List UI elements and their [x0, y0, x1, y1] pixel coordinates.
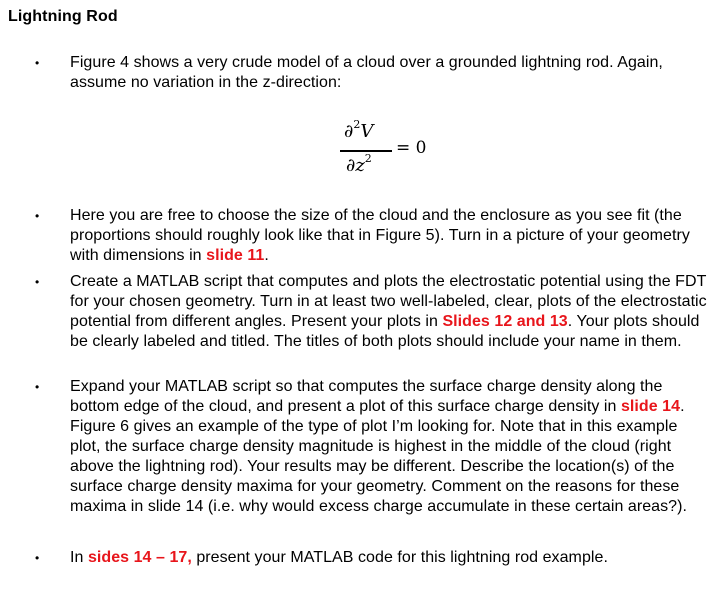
- bullet-text-segment: . Your plots should be clearly labeled and titled. The titles of both plots should include your name in them.: [70, 313, 700, 350]
- bullet-marker: •: [35, 380, 40, 394]
- bullet-marker: •: [35, 275, 40, 289]
- bullet-text-segment: Expand your MATLAB script so that computes the surface charge density along the bottom edge of the cloud, and present a plot of this surface charge density in: [70, 378, 663, 415]
- bullet-marker: •: [35, 209, 40, 223]
- bullet-marker: •: [35, 551, 40, 565]
- equation-denominator: $\partial z^2$: [346, 152, 372, 176]
- equation-rhs: = 0: [396, 138, 427, 158]
- bullet-text-segment: Figure 4 shows a very crude model of a cloud over a grounded lightning rod. Again, assume no variation in the z-direction:: [70, 54, 663, 91]
- bullet-marker: •: [35, 56, 40, 70]
- bullet-text-segment: . Figure 6 gives an example of the type of plot I’m looking for. Note that in this example plot, the surface charge density magnitude is highest in the middle of the cloud (right above the lightning rod). Your results may be different. Describe the location(s) of the surface charge density maxima for your geometry. Comment on the reasons for these maxima in slide 14 (i.e. why would excess charge accumulate in these certain areas?).: [70, 398, 687, 515]
- slide-reference: sides 14 – 17,: [87, 549, 192, 566]
- slide-reference: Slides 12 and 13: [442, 313, 568, 330]
- bullet-text-segment: Create a MATLAB script that computes and plots the electrostatic potential using the FDT for your chosen geometry. Turn in at least two well-labeled, clear, plots of the electrostatic potential from different angles. Present your plots in: [70, 273, 707, 330]
- bullet-item: [70, 548, 710, 568]
- slide-reference: slide 11: [206, 247, 265, 264]
- bullet-item: [70, 377, 710, 517]
- bullet-text-segment: .: [264, 247, 269, 264]
- bullet-item: [70, 272, 710, 352]
- bullet-item: [70, 206, 710, 266]
- bullet-item: [70, 53, 710, 93]
- bullet-text-segment: present your MATLAB code for this lightning rod example.: [191, 549, 608, 566]
- laplace-equation: [340, 118, 450, 188]
- bullet-text-segment: In: [70, 549, 88, 566]
- equation-numerator: ∂$^2$V: [344, 118, 374, 142]
- slide-reference: slide 14: [620, 398, 681, 415]
- bullet-text-segment: Here you are free to choose the size of the cloud and the enclosure as you see fit (the proportions should roughly look like that in Figure 5). Turn in a picture of your geometry with dimensions in: [70, 207, 690, 264]
- section-title: Lightning Rod: [8, 8, 118, 25]
